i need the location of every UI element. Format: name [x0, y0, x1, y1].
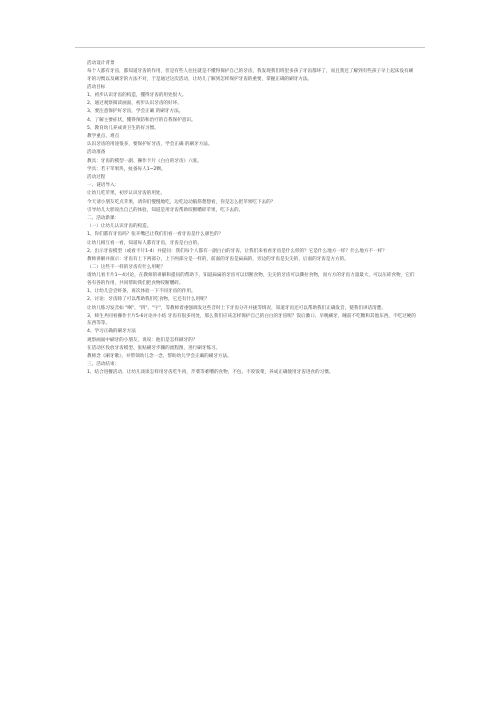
document-body — [87, 60, 417, 378]
text-line: 让幼儿吃苹果，初步认识牙齿的用处。 — [87, 191, 166, 197]
text-line: （一）让幼儿认识牙齿的构造。 — [87, 224, 152, 230]
text-line: 活动设计背景 — [87, 61, 115, 66]
text-line: 认识牙齿的用途很多，要保护好牙齿，学会正确 的刷牙方法。 — [87, 142, 213, 148]
text-line: 一、谜语导入： — [87, 183, 120, 189]
text-paragraph: 教师讲解并演示：牙齿有上下两部分，上下两部分是一样的，前面的牙齿是扁扁的，旁边的牙齿是尖尖的，后面的牙齿是方方的。 — [87, 257, 349, 263]
text-line: 在活动区投放牙齿模型、张贴刷牙步骤的流程图，进行刷牙练习。 — [87, 345, 221, 351]
text-line: 活动准备 — [87, 150, 106, 156]
text-line: 活动目标 — [87, 84, 106, 90]
text-paragraph: 让幼儿练习发音如 "啊"、"四"、"字"，等教师着重强调发这些音时上下牙齿分开并拢等情况，知道牙齿还可以帮助我们正确发音，使我们讲话清楚。 — [87, 305, 386, 311]
text-line: 1、你们都有牙齿吗？张开嘴巴让我们们看一看牙齿是什么颜色的？ — [87, 232, 224, 238]
text-paragraph: 3、师生共同看操作卡片5-6讨论并小结 牙齿有很多用处，那么我们应该怎样保护自己的白白的牙齿呢？饭后漱口、早晚刷牙、睡前不吃糖和其他东西，不吃过硬的东西等等。 — [87, 313, 416, 327]
text-line: 让幼儿相互看一看，知道每人都有牙齿，牙齿是白白的。 — [87, 240, 202, 246]
text-paragraph: 每个人都有牙齿，都知道牙齿的作用，但是有些人往往就是不懂得保护自己的牙齿，我发现我们班里多孩子牙齿都坏了，而且我还了解到有些孩子早上起床没有刷牙的习惯以及刷牙的方法不对，于是通过这次活动，让幼儿了解到怎样保护牙齿的重要，掌握正确的刷牙方法。 — [87, 69, 414, 82]
text-line: 4、了解主要症状，懂得预防和治疗的自我保护意识。 — [87, 117, 196, 123]
text-line: 3、要注意保护好牙齿，学会正确 的刷牙方法。 — [87, 109, 184, 115]
text-line: （二）这些不一样的牙齿有什么用呢？ — [87, 265, 166, 271]
text-paragraph: 请幼儿看卡片1—4讨论，在教师的讲解和提问的帮助下，知道扁扁的牙齿可以切断食物，尖尖的牙齿可以撕拉食物，而方方的牙齿力量最大，可以压碎食物，它们各有各的作用，共同帮助我们把食物咬断嚼碎。 — [87, 273, 415, 286]
text-paragraph: 1、结合进餐活动，让幼儿谈谈怎样用牙齿吃牛肉，芹菜等难嚼的食物，不包、不咬饭菜，养成正确使用牙齿进食的习惯。 — [87, 370, 334, 376]
header-rule — [75, 47, 425, 48]
text-line: 活动过程 — [87, 175, 106, 181]
text-line: 引导幼儿大胆说出自己的体验，知道是用牙齿帮助咬断嚼碎苹果，吃下去的。 — [87, 207, 244, 213]
text-line: 二、活动新课： — [87, 216, 120, 222]
text-line: 教具：牙齿的模型一副、操作卡片《白白的牙齿》六张。 — [87, 158, 202, 164]
text-line: 今天请小朋友吃点苹果，请你们慢慢地吃，边吃边动脑筋想想看，你是怎么把苹果吃下去的？ — [87, 199, 276, 205]
text-line: 三、活动结束： — [87, 362, 120, 368]
text-line: 4、学习正确的刷牙方法 — [87, 329, 136, 335]
text-paragraph: 2、出示牙齿模型（或看卡片1-4）并提问：我们每个人都有一副白白的牙齿，让我们来看看牙齿是什么样的？它是什么地方一样？什么地方不一样？ — [87, 248, 387, 254]
text-line: 学具：若干苹果块，蛀备每人1~2颗。 — [87, 166, 166, 172]
text-line: 教师念《刷牙歌》，并带领幼儿念一念，帮助幼儿学会正确的刷牙方法。 — [87, 353, 232, 359]
text-line: 1、让幼儿尝尝虾条，再次体验一下不同牙齿的作用。 — [87, 289, 196, 295]
text-line: 2、通过观察阅读画面，初步认识牙齿的好坏。 — [87, 101, 182, 107]
text-line: 教学重点、难点 — [87, 134, 120, 140]
text-line: 5、教育幼儿养成讲卫生的好习惯。 — [87, 125, 159, 131]
text-line: 观察画面中刷牙的小朋友，说说：他们是怎样刷牙的？ — [87, 337, 198, 343]
text-line: 1、初步认识牙齿的构造，懂得牙齿的用处很大。 — [87, 93, 187, 99]
text-line: 2、讨论：牙齿除了可以帮助我们吃食物，它还有什么用呢？ — [87, 297, 210, 303]
